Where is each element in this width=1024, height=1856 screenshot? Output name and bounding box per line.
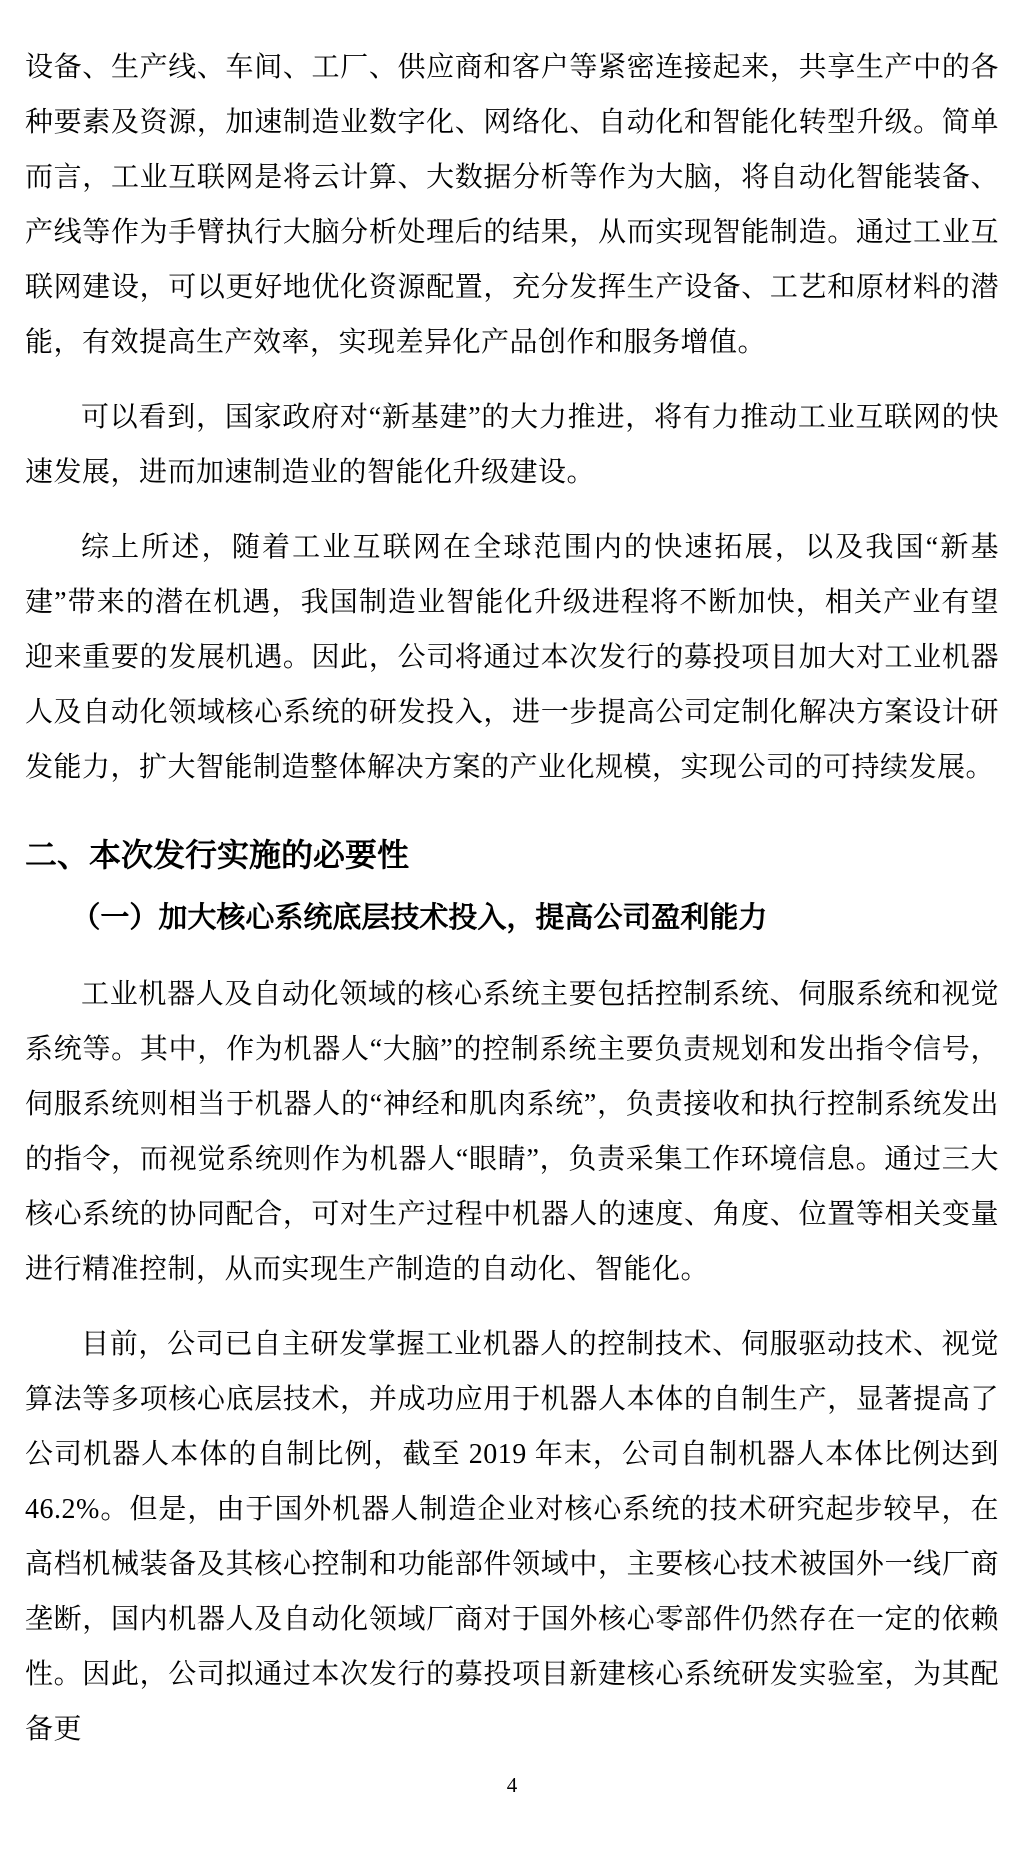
- paragraph-5: 目前，公司已自主研发掌握工业机器人的控制技术、伺服驱动技术、视觉算法等多项核心底层技术，并成功应用于机器人本体的自制生产，显著提高了公司机器人本体的自制比例，截至 2019 年末，公司自制机器人本体比例达到 46.2%。但是，由于国外机器人制造企业对核心系统的技术研究起步较早，在高档机械装备及其核心控制和功能部件领域中，主要核心技术被国外一线厂商垄断，国内机器人及自动化领域厂商对于国外核心零部件仍然存在一定的依赖性。因此，公司拟通过本次发行的募投项目新建核心系统研发实验室，为其配备更: [25, 1329, 999, 1745]
- paragraph-4: 工业机器人及自动化领域的核心系统主要包括控制系统、伺服系统和视觉系统等。其中，作为机器人“大脑”的控制系统主要负责规划和发出指令信号，伺服系统则相当于机器人的“神经和肌肉系统”，负责接收和执行控制系统发出的指令，而视觉系统则作为机器人“眼睛”，负责采集工作环境信息。通过三大核心系统的协同配合，可对生产过程中机器人的速度、角度、位置等相关变量进行精准控制，从而实现生产制造的自动化、智能化。: [25, 979, 999, 1285]
- paragraph-2: 可以看到，国家政府对“新基建”的大力推进，将有力推动工业互联网的快速发展，进而加速制造业的智能化升级建设。: [25, 402, 999, 488]
- paragraph-3: 综上所述，随着工业互联网在全球范围内的快速拓展，以及我国“新基建”带来的潜在机遇，我国制造业智能化升级进程将不断加快，相关产业有望迎来重要的发展机遇。因此，公司将通过本次发行的募投项目加大对工业机器人及自动化领域核心系统的研发投入，进一步提高公司定制化解决方案设计研发能力，扩大智能制造整体解决方案的产业化规模，实现公司的可持续发展。: [25, 532, 999, 783]
- section-heading: 二、本次发行实施的必要性: [25, 837, 410, 873]
- page-number: 4: [506, 1773, 518, 1797]
- paragraph-continuation: 设备、生产线、车间、工厂、供应商和客户等紧密连接起来，共享生产中的各种要素及资源，加速制造业数字化、网络化、自动化和智能化转型升级。简单而言，工业互联网是将云计算、大数据分析等作为大脑，将自动化智能装备、产线等作为手臂执行大脑分析处理后的结果，从而实现智能制造。通过工业互联网建设，可以更好地优化资源配置，充分发挥生产设备、工艺和原材料的潜能，有效提高生产效率，实现差异化产品创作和服务增值。: [25, 52, 999, 358]
- subsection-heading: （一）加大核心系统底层技术投入，提高公司盈利能力: [71, 902, 768, 934]
